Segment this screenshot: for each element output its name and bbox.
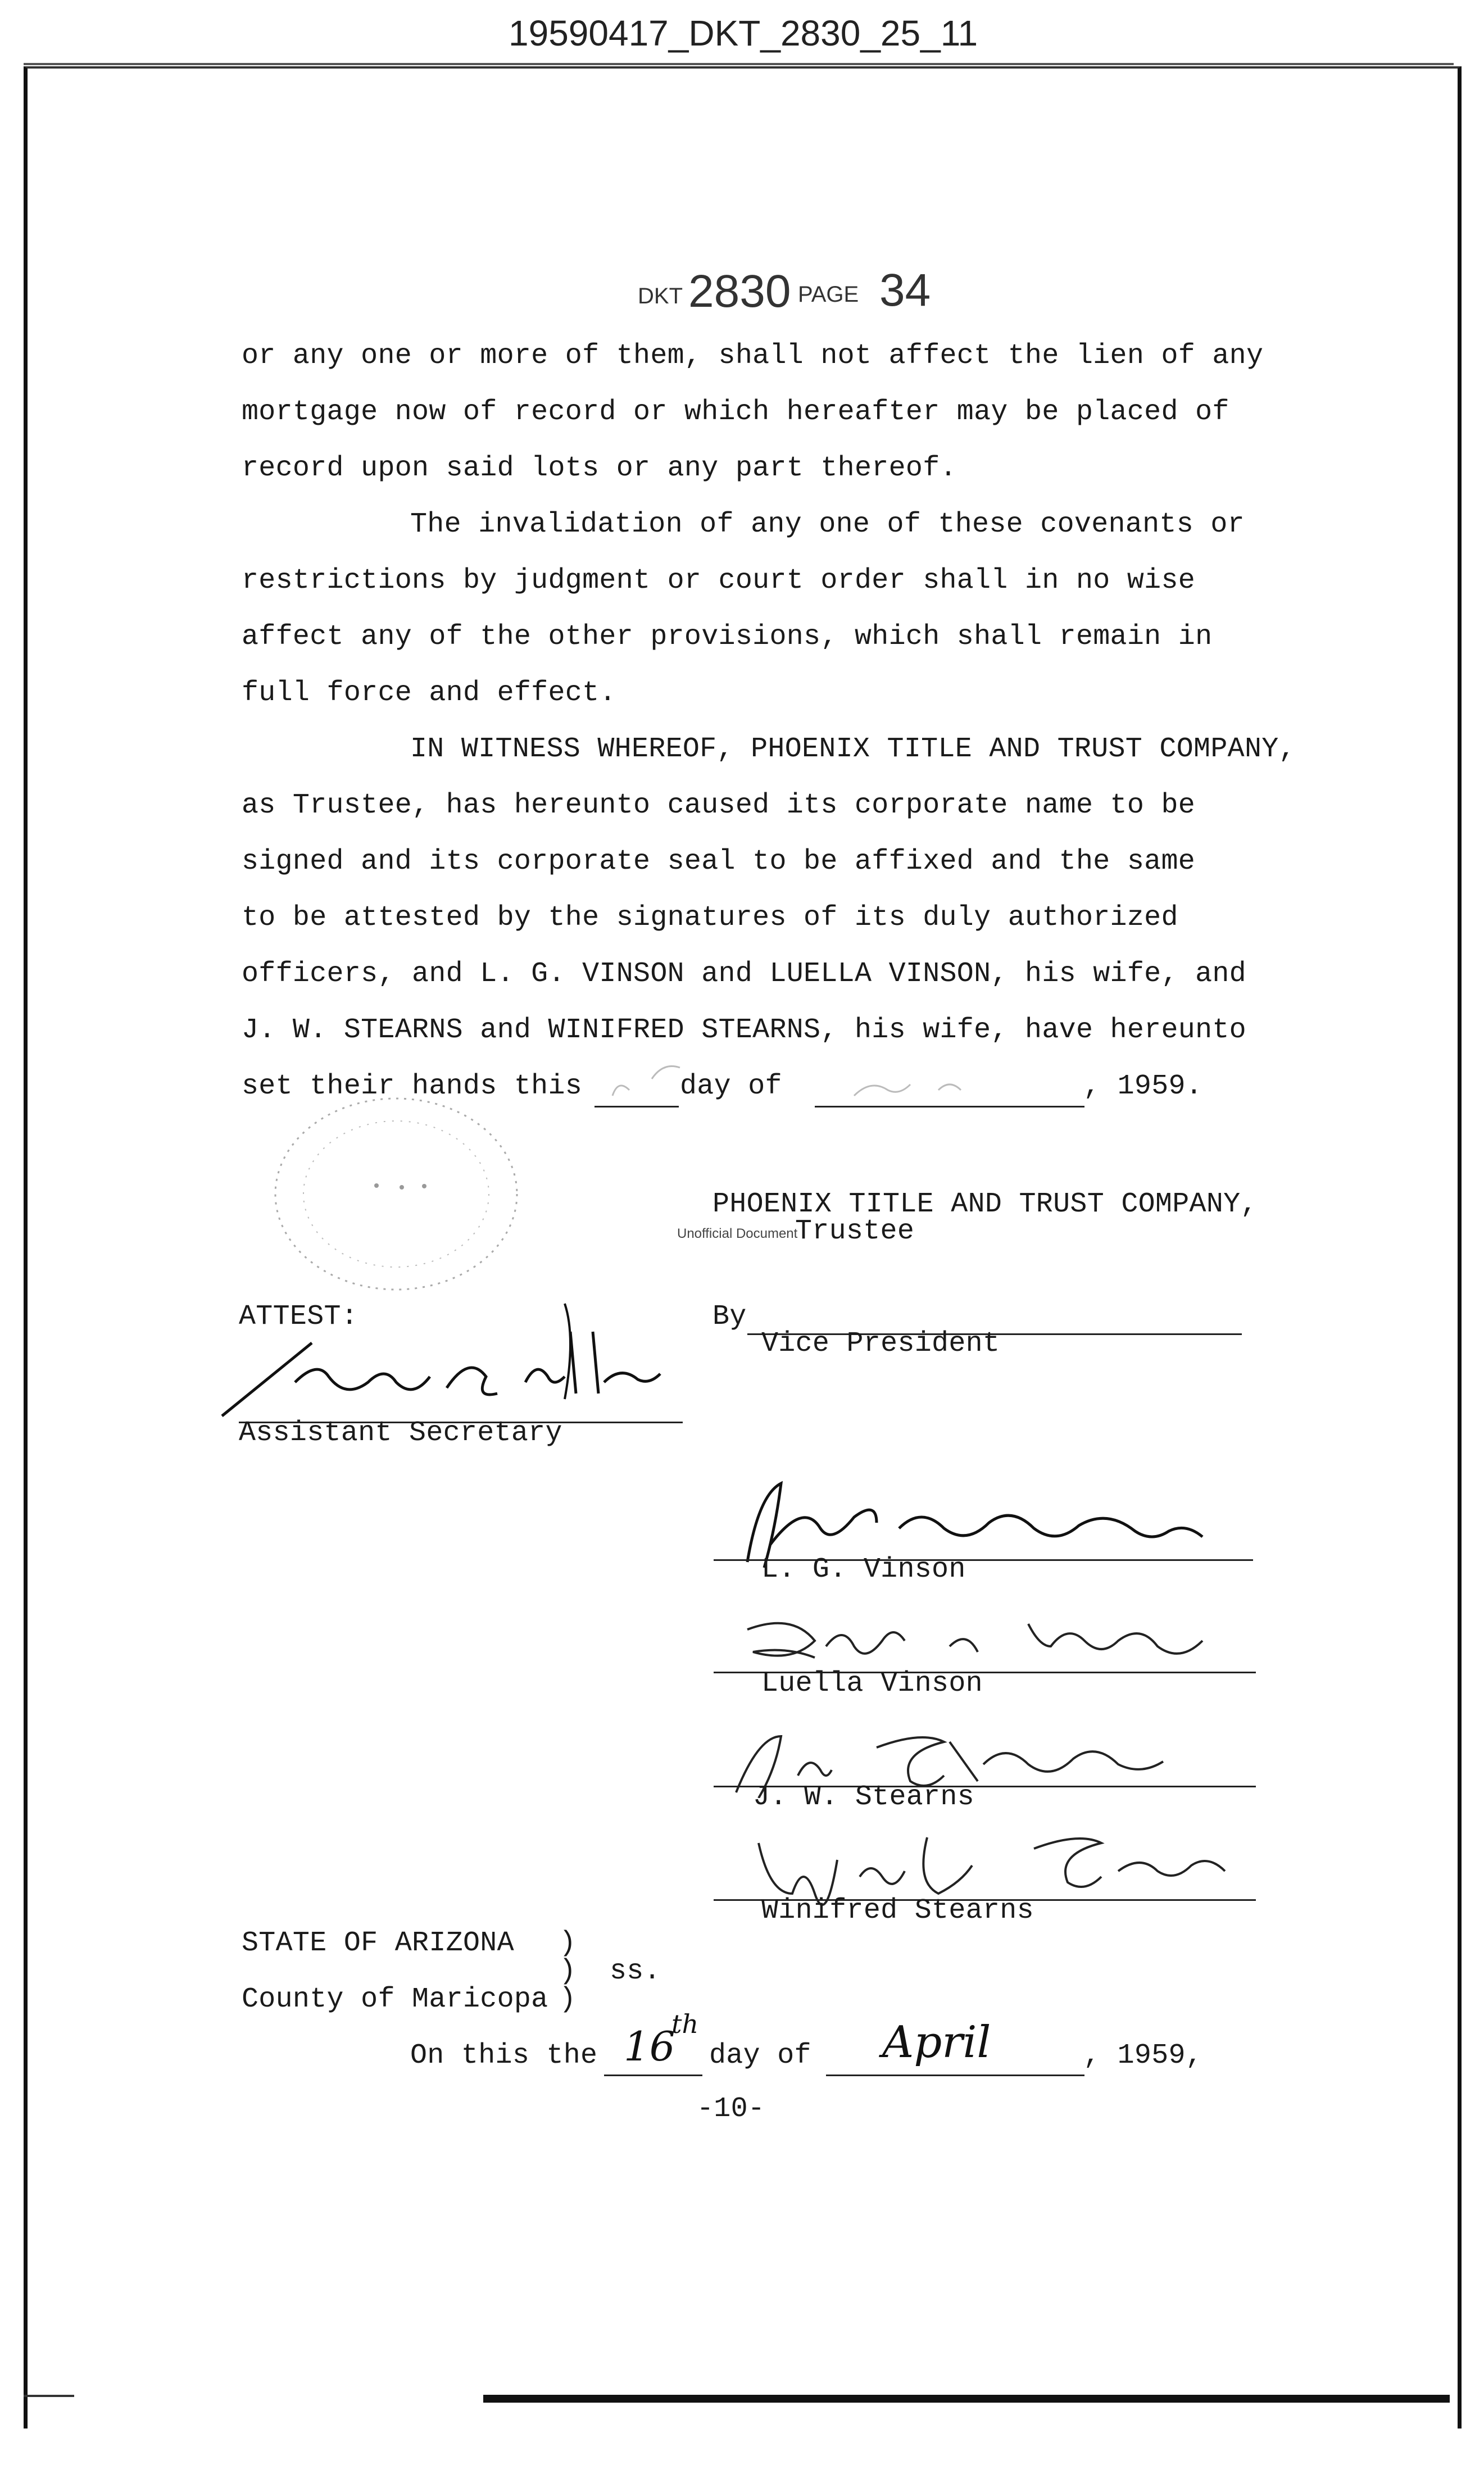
unofficial-watermark: Unofficial Document: [677, 1226, 798, 1241]
lg-vinson-name: L. G. Vinson: [761, 1554, 966, 1586]
page-number: -10-: [697, 2093, 765, 2125]
body-line-10: signed and its corporate seal to be affixed and the same: [242, 846, 1196, 878]
venue-paren-1: ): [559, 1927, 577, 1959]
county-label: County of Maricopa: [242, 1983, 548, 2016]
venue-paren-2: ): [559, 1955, 577, 1987]
luella-vinson-name: Luella Vinson: [761, 1668, 983, 1700]
company-name: PHOENIX TITLE AND TRUST COMPANY,: [712, 1188, 1258, 1220]
set-hands-text: set their hands this: [242, 1070, 583, 1102]
ack-prefix: On this the: [410, 2040, 598, 2072]
body-line-5: restrictions by judgment or court order shall in no wise: [242, 565, 1196, 597]
assistant-secretary-signature: [211, 1298, 694, 1427]
document-id: 19590417_DKT_2830_25_11: [509, 13, 978, 53]
ack-month-handwritten: April: [882, 2017, 991, 2068]
page-label: PAGE: [798, 282, 859, 307]
body-line-8: IN WITNESS WHEREOF, PHOENIX TITLE AND TRUST COMPANY,: [410, 733, 1296, 765]
jw-stearns-name: J. W. Stearns: [753, 1781, 974, 1813]
body-line-13: J. W. STEARNS and WINIFRED STEARNS, his wife, have hereunto: [242, 1014, 1246, 1046]
docket-label: DKT: [638, 284, 683, 308]
body-line-11: to be attested by the signatures of its duly authorized: [242, 902, 1178, 934]
bottom-left-tick: [24, 2395, 74, 2397]
ss-label: ss.: [610, 1955, 661, 1987]
trustee-label: Trustee: [795, 1215, 915, 1247]
docket-number: 2830: [688, 266, 791, 317]
ack-day-of: day of: [709, 2040, 811, 2072]
body-line-2: mortgage now of record or which hereafter may be placed of: [242, 396, 1229, 428]
body-line-7: full force and effect.: [242, 677, 616, 709]
ack-month-line: [826, 2075, 1084, 2076]
bottom-edge-bar: [483, 2395, 1450, 2403]
by-label: By: [712, 1301, 747, 1333]
vice-president-label: Vice President: [761, 1328, 1000, 1360]
ack-day-suffix: th: [671, 2009, 699, 2039]
venue-paren-3: ): [559, 1983, 577, 2016]
body-line-3: record upon said lots or any part thereof.: [242, 452, 957, 484]
body-line-1: or any one or more of them, shall not affect the lien of any: [242, 340, 1264, 372]
year-text: , 1959.: [1083, 1070, 1203, 1102]
attest-label: ATTEST:: [239, 1301, 358, 1333]
docket-page-number: 34: [879, 265, 931, 316]
ack-day-line: [604, 2075, 702, 2076]
assistant-secretary-label: Assistant Secretary: [239, 1417, 562, 1449]
top-rule: [24, 63, 1454, 65]
ack-year: , 1959,: [1083, 2040, 1203, 2072]
day-of-text: day of: [680, 1070, 782, 1102]
faint-date-handwriting: [590, 1056, 1096, 1107]
state-label: STATE OF ARIZONA: [242, 1927, 514, 1959]
body-line-6: affect any of the other provisions, which shall remain in: [242, 621, 1213, 653]
body-line-9: as Trustee, has hereunto caused its corporate name to be: [242, 789, 1196, 821]
corporate-seal-icon: [264, 1087, 528, 1301]
body-line-4: The invalidation of any one of these covenants or: [410, 509, 1245, 541]
ack-day-handwritten: 16: [624, 2023, 675, 2070]
winifred-stearns-name: Winifred Stearns: [761, 1895, 1034, 1927]
body-line-12: officers, and L. G. VINSON and LUELLA VINSON, his wife, and: [242, 958, 1246, 990]
